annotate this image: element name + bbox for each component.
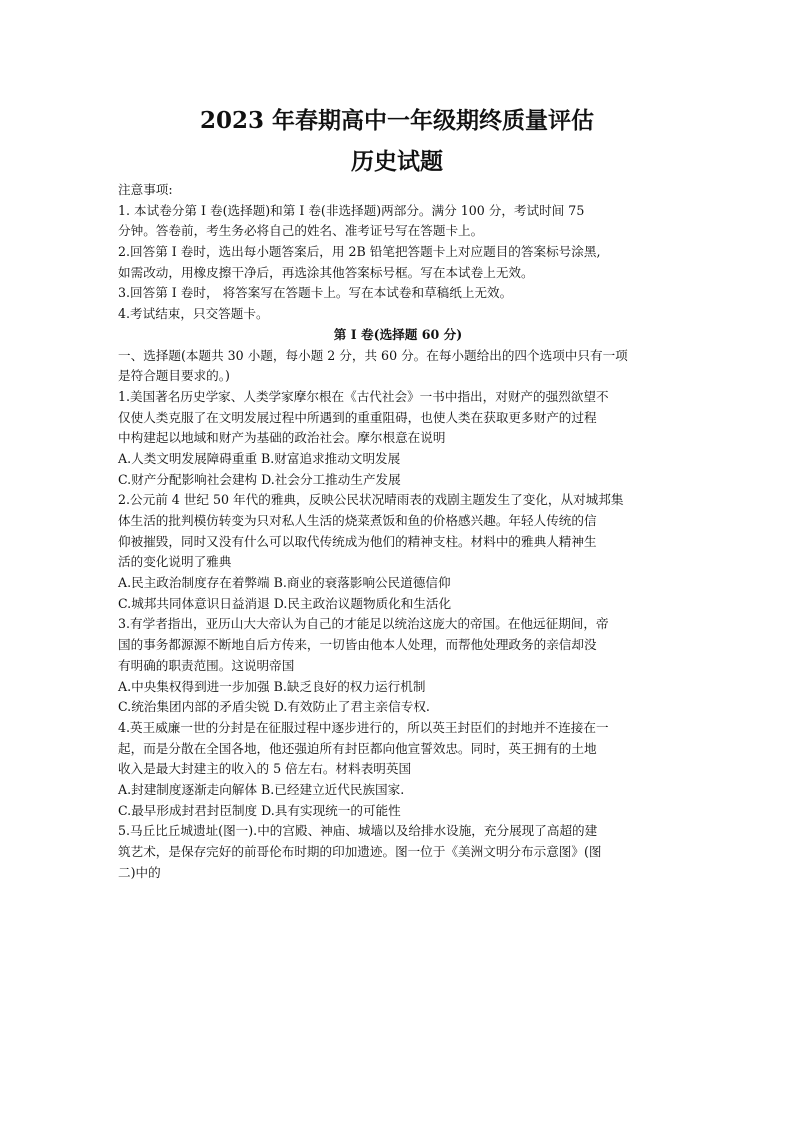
question-stem-line: 5.马丘比丘城遗址(图一).中的宫殿、神庙、城墙以及给排水设施，充分展现了高超的建 xyxy=(118,823,598,839)
question-stem-line: 收入是最大封建主的收入的 5 倍左右。材料表明英国 xyxy=(118,761,412,777)
question-options-line: A.人类文明发展障碍重重 B.财富追求推动文明发展 xyxy=(118,450,401,466)
exam-subtitle: 历史试题 xyxy=(351,148,443,175)
section-intro-line: 是符合题目要求的。) xyxy=(118,368,230,384)
notes-block xyxy=(118,180,678,325)
question-stem-line: 二)中的 xyxy=(118,864,161,880)
question-stem-line: 起，而是分散在全国各地，他还强迫所有封臣都向他宣誓效忠。同时，英王拥有的土地 xyxy=(118,740,597,756)
question-1 xyxy=(118,387,678,490)
question-options-line: C.统治集团内部的矛盾尖锐 D.有效防止了君主亲信专权. xyxy=(118,699,430,715)
question-options-line: A.封建制度逐渐走向解体 B.已经建立近代民族国家. xyxy=(118,781,405,797)
exam-title: 2023 年春期高中一年级期终质量评估 xyxy=(199,107,595,134)
question-stem-line: 2.公元前 4 世纪 50 年代的雅典，反映公民状况晴雨表的戏剧主题发生了变化，从对城邦集 xyxy=(118,492,624,508)
section-heading: 第 I 卷(选择题 60 分) xyxy=(333,326,463,342)
section-block xyxy=(118,325,678,387)
question-options-line: C.财产分配影响社会建构 D.社会分工推动生产发展 xyxy=(118,471,401,487)
question-2 xyxy=(118,490,678,614)
question-stem-line: 3.有学者指出，亚历山大大帝认为自己的才能足以统治这庞大的帝国。在他远征期间，帝 xyxy=(118,616,609,632)
question-stem-line: 1.美国著名历史学家、人类学家摩尔根在《古代社会》一书中指出，对财产的强烈欲望不 xyxy=(118,388,609,404)
question-5 xyxy=(118,821,678,883)
notes-line: 2.回答第 I 卷时，选出每小题答案后，用 2B 铅笔把答题卡上对应题目的答案标号涂黑, xyxy=(118,244,601,260)
question-options-line: C.城邦共同体意识日益消退 D.民主政治议题物质化和生活化 xyxy=(118,595,452,611)
question-stem-line: 中构建起以地域和财产为基础的政治社会。摩尔根意在说明 xyxy=(118,430,446,446)
notes-line: 如需改动，用橡皮擦干净后，再选涂其他答案标号框。写在本试卷上无效。 xyxy=(118,264,534,280)
notes-line: 4.考试结束，只交答题卡。 xyxy=(118,306,269,322)
notes-line: 1. 本试卷分第 I 卷(选择题)和第 I 卷(非选择题)两部分。满分 100 分，考试时间 75 xyxy=(118,202,585,218)
question-stem-line: 筑艺术，是保存完好的前哥伦布时期的印加遗迹。图一位于《美洲文明分布示意图》(图 xyxy=(118,844,602,859)
question-4 xyxy=(118,718,678,821)
question-options-line: A.中央集权得到进一步加强 B.缺乏良好的权力运行机制 xyxy=(118,678,426,694)
question-stem-line: 仅使人类克服了在文明发展过程中所遇到的重重阻碍，也使人类在获取更多财产的过程 xyxy=(118,409,597,425)
notes-heading: 注意事项: xyxy=(118,182,173,197)
question-options-line: C.最早形成封君封臣制度 D.具有实现统一的可能性 xyxy=(118,802,401,818)
section-intro-line: 一、选择题(本题共 30 小题，每小题 2 分，共 60 分。在每小题给出的四个选项中只有一项 xyxy=(118,347,628,363)
notes-line: 分钟。答卷前，考生务必将自己的姓名、准考证号写在答题卡上。 xyxy=(118,223,484,239)
question-stem-line: 有明确的职责范围。这说明帝国 xyxy=(118,657,295,673)
question-stem-line: 仰被摧毁，同时又没有什么可以取代传统成为他们的精神支柱。材料中的雅典人精神生 xyxy=(118,533,597,549)
question-3 xyxy=(118,614,678,717)
question-stem-line: 国的事务都源源不断地自后方传来，一切皆由他本人处理，而帮他处理政务的亲信却没 xyxy=(118,637,597,653)
question-options-line: A.民主政治制度存在着弊端 B.商业的衰落影响公民道德信仰 xyxy=(118,575,451,591)
question-stem-line: 活的变化说明了雅典 xyxy=(118,554,232,570)
exam-content xyxy=(118,180,678,883)
question-stem-line: 体生活的批判模仿转变为只对私人生活的烧菜煮饭和鱼的价格感兴趣。年轻人传统的信 xyxy=(118,513,597,528)
notes-line: 3.回答第 I 卷时， 将答案写在答题卡上。写在本试卷和草稿纸上无效。 xyxy=(118,285,513,301)
question-stem-line: 4.英王威廉一世的分封是在征服过程中逐步进行的，所以英王封臣们的封地并不连接在一 xyxy=(118,719,609,735)
